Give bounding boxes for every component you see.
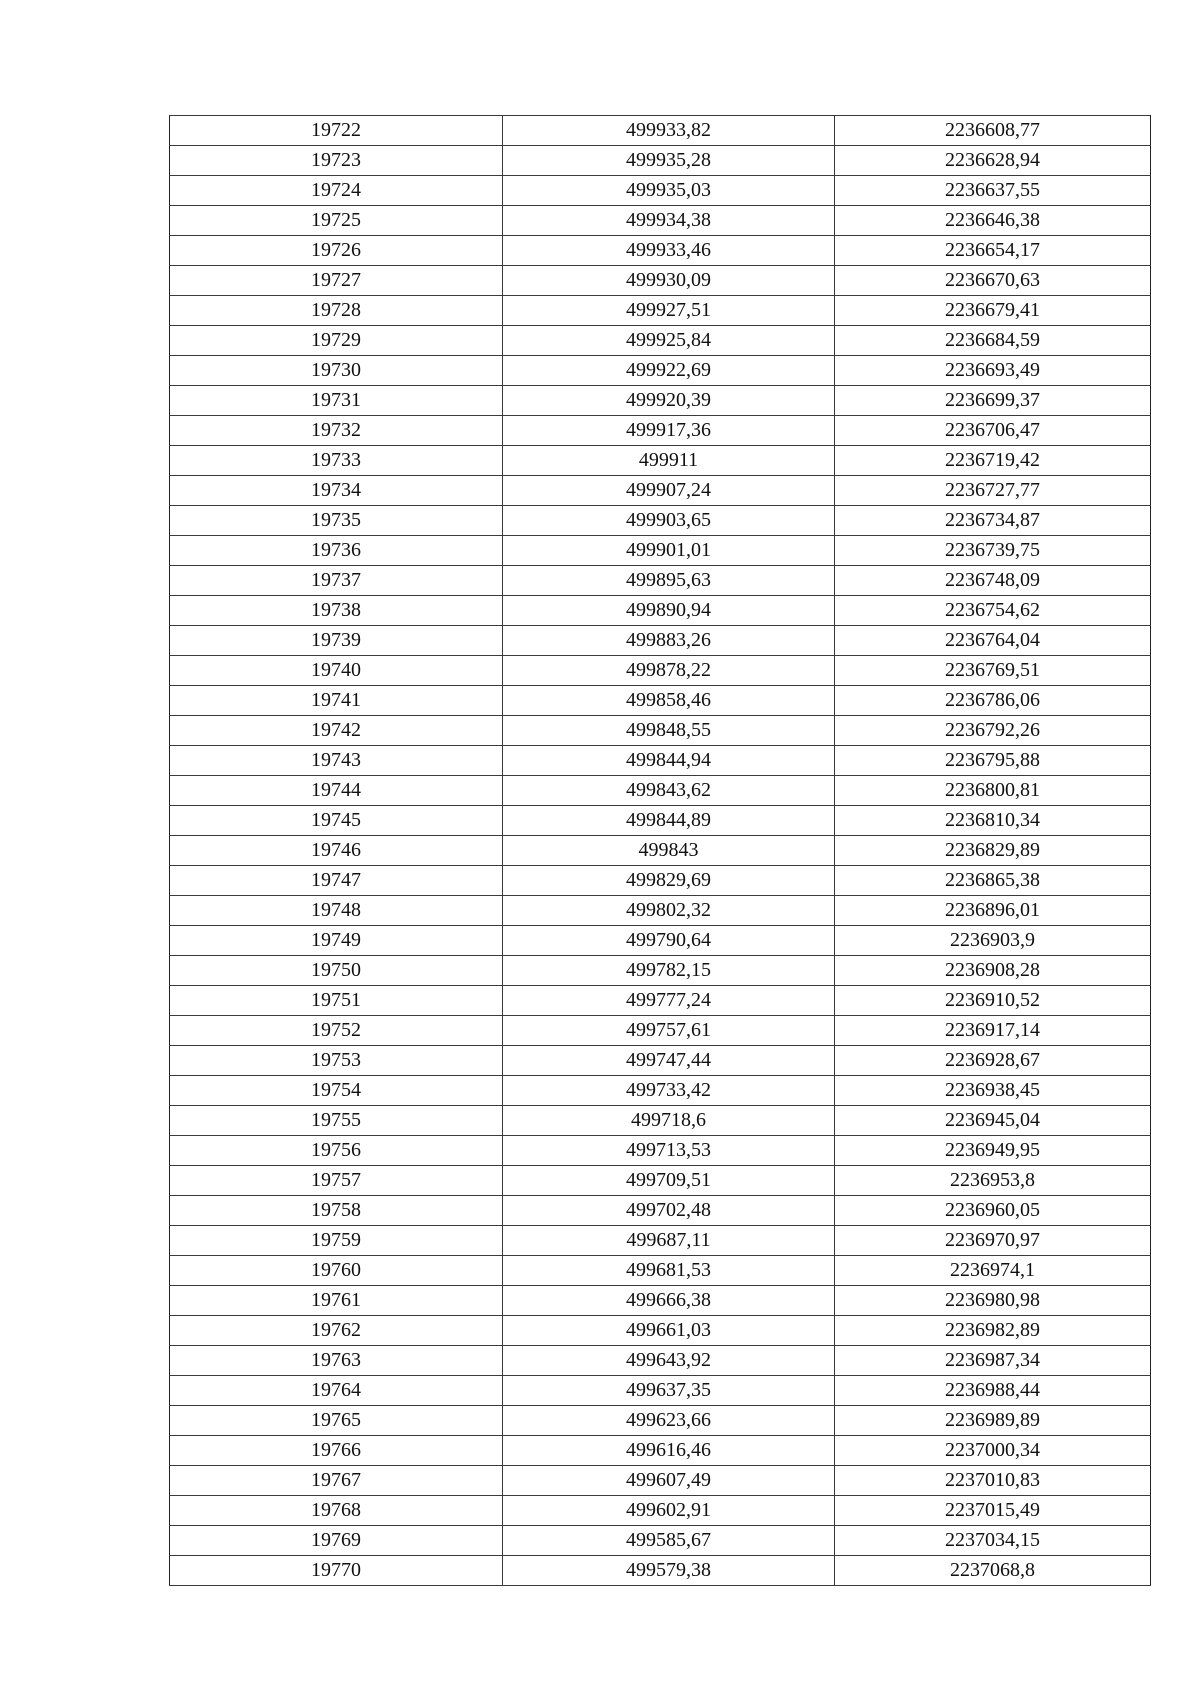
y-coordinate-cell: 2237010,83 bbox=[835, 1466, 1151, 1496]
table-row bbox=[170, 1556, 1151, 1586]
x-coordinate-cell: 499927,51 bbox=[503, 296, 835, 326]
y-coordinate-cell: 2236654,17 bbox=[835, 236, 1151, 266]
table-row bbox=[170, 1106, 1151, 1136]
x-coordinate-cell: 499713,53 bbox=[503, 1136, 835, 1166]
point-number-cell: 19757 bbox=[170, 1166, 503, 1196]
y-coordinate-cell: 2236910,52 bbox=[835, 986, 1151, 1016]
y-coordinate-cell: 2236646,38 bbox=[835, 206, 1151, 236]
x-coordinate-cell: 499579,38 bbox=[503, 1556, 835, 1586]
point-number-cell: 19736 bbox=[170, 536, 503, 566]
table-row bbox=[170, 1196, 1151, 1226]
y-coordinate-cell: 2236917,14 bbox=[835, 1016, 1151, 1046]
x-coordinate-cell: 499844,89 bbox=[503, 806, 835, 836]
table-row bbox=[170, 866, 1151, 896]
x-coordinate-cell: 499757,61 bbox=[503, 1016, 835, 1046]
point-number-cell: 19751 bbox=[170, 986, 503, 1016]
point-number-cell: 19722 bbox=[170, 116, 503, 146]
point-number-cell: 19769 bbox=[170, 1526, 503, 1556]
x-coordinate-cell: 499933,46 bbox=[503, 236, 835, 266]
point-number-cell: 19743 bbox=[170, 746, 503, 776]
y-coordinate-cell: 2236786,06 bbox=[835, 686, 1151, 716]
y-coordinate-cell: 2236810,34 bbox=[835, 806, 1151, 836]
x-coordinate-cell: 499585,67 bbox=[503, 1526, 835, 1556]
y-coordinate-cell: 2236980,98 bbox=[835, 1286, 1151, 1316]
y-coordinate-cell: 2236974,1 bbox=[835, 1256, 1151, 1286]
x-coordinate-cell: 499733,42 bbox=[503, 1076, 835, 1106]
y-coordinate-cell: 2236953,8 bbox=[835, 1166, 1151, 1196]
x-coordinate-cell: 499890,94 bbox=[503, 596, 835, 626]
coordinates-table-body bbox=[170, 116, 1151, 1586]
table-row bbox=[170, 806, 1151, 836]
x-coordinate-cell: 499666,38 bbox=[503, 1286, 835, 1316]
x-coordinate-cell: 499844,94 bbox=[503, 746, 835, 776]
x-coordinate-cell: 499935,28 bbox=[503, 146, 835, 176]
point-number-cell: 19729 bbox=[170, 326, 503, 356]
table-row bbox=[170, 566, 1151, 596]
x-coordinate-cell: 499917,36 bbox=[503, 416, 835, 446]
y-coordinate-cell: 2236800,81 bbox=[835, 776, 1151, 806]
y-coordinate-cell: 2236628,94 bbox=[835, 146, 1151, 176]
table-row bbox=[170, 326, 1151, 356]
point-number-cell: 19765 bbox=[170, 1406, 503, 1436]
point-number-cell: 19731 bbox=[170, 386, 503, 416]
y-coordinate-cell: 2236670,63 bbox=[835, 266, 1151, 296]
table-row bbox=[170, 266, 1151, 296]
point-number-cell: 19768 bbox=[170, 1496, 503, 1526]
point-number-cell: 19753 bbox=[170, 1046, 503, 1076]
x-coordinate-cell: 499848,55 bbox=[503, 716, 835, 746]
point-number-cell: 19725 bbox=[170, 206, 503, 236]
point-number-cell: 19767 bbox=[170, 1466, 503, 1496]
y-coordinate-cell: 2236792,26 bbox=[835, 716, 1151, 746]
point-number-cell: 19739 bbox=[170, 626, 503, 656]
table-row bbox=[170, 386, 1151, 416]
x-coordinate-cell: 499687,11 bbox=[503, 1226, 835, 1256]
x-coordinate-cell: 499933,82 bbox=[503, 116, 835, 146]
x-coordinate-cell: 499930,09 bbox=[503, 266, 835, 296]
x-coordinate-cell: 499643,92 bbox=[503, 1346, 835, 1376]
point-number-cell: 19764 bbox=[170, 1376, 503, 1406]
y-coordinate-cell: 2236734,87 bbox=[835, 506, 1151, 536]
y-coordinate-cell: 2236903,9 bbox=[835, 926, 1151, 956]
y-coordinate-cell: 2237034,15 bbox=[835, 1526, 1151, 1556]
table-row bbox=[170, 656, 1151, 686]
point-number-cell: 19740 bbox=[170, 656, 503, 686]
x-coordinate-cell: 499934,38 bbox=[503, 206, 835, 236]
point-number-cell: 19733 bbox=[170, 446, 503, 476]
x-coordinate-cell: 499782,15 bbox=[503, 956, 835, 986]
x-coordinate-cell: 499681,53 bbox=[503, 1256, 835, 1286]
x-coordinate-cell: 499607,49 bbox=[503, 1466, 835, 1496]
point-number-cell: 19752 bbox=[170, 1016, 503, 1046]
y-coordinate-cell: 2236706,47 bbox=[835, 416, 1151, 446]
point-number-cell: 19763 bbox=[170, 1346, 503, 1376]
x-coordinate-cell: 499895,63 bbox=[503, 566, 835, 596]
table-row bbox=[170, 986, 1151, 1016]
x-coordinate-cell: 499777,24 bbox=[503, 986, 835, 1016]
table-row bbox=[170, 1076, 1151, 1106]
x-coordinate-cell: 499843,62 bbox=[503, 776, 835, 806]
point-number-cell: 19754 bbox=[170, 1076, 503, 1106]
point-number-cell: 19756 bbox=[170, 1136, 503, 1166]
y-coordinate-cell: 2236754,62 bbox=[835, 596, 1151, 626]
y-coordinate-cell: 2236829,89 bbox=[835, 836, 1151, 866]
x-coordinate-cell: 499702,48 bbox=[503, 1196, 835, 1226]
point-number-cell: 19758 bbox=[170, 1196, 503, 1226]
y-coordinate-cell: 2236987,34 bbox=[835, 1346, 1151, 1376]
table-row bbox=[170, 416, 1151, 446]
point-number-cell: 19755 bbox=[170, 1106, 503, 1136]
x-coordinate-cell: 499922,69 bbox=[503, 356, 835, 386]
x-coordinate-cell: 499790,64 bbox=[503, 926, 835, 956]
x-coordinate-cell: 499661,03 bbox=[503, 1316, 835, 1346]
x-coordinate-cell: 499637,35 bbox=[503, 1376, 835, 1406]
table-row bbox=[170, 446, 1151, 476]
table-row bbox=[170, 686, 1151, 716]
x-coordinate-cell: 499718,6 bbox=[503, 1106, 835, 1136]
x-coordinate-cell: 499802,32 bbox=[503, 896, 835, 926]
table-row bbox=[170, 146, 1151, 176]
point-number-cell: 19738 bbox=[170, 596, 503, 626]
point-number-cell: 19748 bbox=[170, 896, 503, 926]
x-coordinate-cell: 499747,44 bbox=[503, 1046, 835, 1076]
y-coordinate-cell: 2236679,41 bbox=[835, 296, 1151, 326]
point-number-cell: 19723 bbox=[170, 146, 503, 176]
point-number-cell: 19766 bbox=[170, 1436, 503, 1466]
point-number-cell: 19730 bbox=[170, 356, 503, 386]
table-row bbox=[170, 1466, 1151, 1496]
y-coordinate-cell: 2236960,05 bbox=[835, 1196, 1151, 1226]
point-number-cell: 19770 bbox=[170, 1556, 503, 1586]
table-row bbox=[170, 1526, 1151, 1556]
point-number-cell: 19750 bbox=[170, 956, 503, 986]
y-coordinate-cell: 2236748,09 bbox=[835, 566, 1151, 596]
point-number-cell: 19734 bbox=[170, 476, 503, 506]
point-number-cell: 19746 bbox=[170, 836, 503, 866]
table-row bbox=[170, 776, 1151, 806]
point-number-cell: 19724 bbox=[170, 176, 503, 206]
table-row bbox=[170, 1496, 1151, 1526]
x-coordinate-cell: 499883,26 bbox=[503, 626, 835, 656]
table-row bbox=[170, 176, 1151, 206]
point-number-cell: 19737 bbox=[170, 566, 503, 596]
table-row bbox=[170, 476, 1151, 506]
y-coordinate-cell: 2236865,38 bbox=[835, 866, 1151, 896]
y-coordinate-cell: 2236739,75 bbox=[835, 536, 1151, 566]
y-coordinate-cell: 2236989,89 bbox=[835, 1406, 1151, 1436]
table-row bbox=[170, 956, 1151, 986]
x-coordinate-cell: 499920,39 bbox=[503, 386, 835, 416]
y-coordinate-cell: 2236727,77 bbox=[835, 476, 1151, 506]
point-number-cell: 19742 bbox=[170, 716, 503, 746]
table-row bbox=[170, 1016, 1151, 1046]
table-row bbox=[170, 116, 1151, 146]
table-row bbox=[170, 596, 1151, 626]
table-row bbox=[170, 356, 1151, 386]
table-row bbox=[170, 1046, 1151, 1076]
point-number-cell: 19728 bbox=[170, 296, 503, 326]
table-row bbox=[170, 746, 1151, 776]
y-coordinate-cell: 2236896,01 bbox=[835, 896, 1151, 926]
y-coordinate-cell: 2236699,37 bbox=[835, 386, 1151, 416]
x-coordinate-cell: 499709,51 bbox=[503, 1166, 835, 1196]
table-row bbox=[170, 1286, 1151, 1316]
y-coordinate-cell: 2236949,95 bbox=[835, 1136, 1151, 1166]
x-coordinate-cell: 499935,03 bbox=[503, 176, 835, 206]
y-coordinate-cell: 2236608,77 bbox=[835, 116, 1151, 146]
table-row bbox=[170, 1166, 1151, 1196]
x-coordinate-cell: 499925,84 bbox=[503, 326, 835, 356]
y-coordinate-cell: 2236928,67 bbox=[835, 1046, 1151, 1076]
table-row bbox=[170, 1406, 1151, 1436]
y-coordinate-cell: 2236795,88 bbox=[835, 746, 1151, 776]
table-row bbox=[170, 1136, 1151, 1166]
table-row bbox=[170, 896, 1151, 926]
y-coordinate-cell: 2236982,89 bbox=[835, 1316, 1151, 1346]
x-coordinate-cell: 499623,66 bbox=[503, 1406, 835, 1436]
y-coordinate-cell: 2236719,42 bbox=[835, 446, 1151, 476]
point-number-cell: 19761 bbox=[170, 1286, 503, 1316]
y-coordinate-cell: 2237068,8 bbox=[835, 1556, 1151, 1586]
x-coordinate-cell: 499878,22 bbox=[503, 656, 835, 686]
y-coordinate-cell: 2236945,04 bbox=[835, 1106, 1151, 1136]
x-coordinate-cell: 499858,46 bbox=[503, 686, 835, 716]
y-coordinate-cell: 2236764,04 bbox=[835, 626, 1151, 656]
point-number-cell: 19745 bbox=[170, 806, 503, 836]
point-number-cell: 19749 bbox=[170, 926, 503, 956]
x-coordinate-cell: 499903,65 bbox=[503, 506, 835, 536]
x-coordinate-cell: 499829,69 bbox=[503, 866, 835, 896]
table-row bbox=[170, 206, 1151, 236]
table-row bbox=[170, 836, 1151, 866]
point-number-cell: 19727 bbox=[170, 266, 503, 296]
y-coordinate-cell: 2236908,28 bbox=[835, 956, 1151, 986]
table-row bbox=[170, 1346, 1151, 1376]
table-row bbox=[170, 1316, 1151, 1346]
y-coordinate-cell: 2236938,45 bbox=[835, 1076, 1151, 1106]
coordinates-table bbox=[169, 115, 1151, 1586]
y-coordinate-cell: 2237015,49 bbox=[835, 1496, 1151, 1526]
y-coordinate-cell: 2236970,97 bbox=[835, 1226, 1151, 1256]
y-coordinate-cell: 2237000,34 bbox=[835, 1436, 1151, 1466]
y-coordinate-cell: 2236637,55 bbox=[835, 176, 1151, 206]
x-coordinate-cell: 499901,01 bbox=[503, 536, 835, 566]
point-number-cell: 19760 bbox=[170, 1256, 503, 1286]
table-row bbox=[170, 236, 1151, 266]
table-row bbox=[170, 1436, 1151, 1466]
point-number-cell: 19735 bbox=[170, 506, 503, 536]
point-number-cell: 19759 bbox=[170, 1226, 503, 1256]
table-row bbox=[170, 1256, 1151, 1286]
x-coordinate-cell: 499907,24 bbox=[503, 476, 835, 506]
x-coordinate-cell: 499911 bbox=[503, 446, 835, 476]
point-number-cell: 19732 bbox=[170, 416, 503, 446]
table-row bbox=[170, 536, 1151, 566]
table-row bbox=[170, 506, 1151, 536]
y-coordinate-cell: 2236988,44 bbox=[835, 1376, 1151, 1406]
table-row bbox=[170, 716, 1151, 746]
y-coordinate-cell: 2236769,51 bbox=[835, 656, 1151, 686]
table-row bbox=[170, 296, 1151, 326]
point-number-cell: 19747 bbox=[170, 866, 503, 896]
table-row bbox=[170, 1226, 1151, 1256]
x-coordinate-cell: 499616,46 bbox=[503, 1436, 835, 1466]
point-number-cell: 19741 bbox=[170, 686, 503, 716]
table-row bbox=[170, 926, 1151, 956]
y-coordinate-cell: 2236684,59 bbox=[835, 326, 1151, 356]
table-row bbox=[170, 626, 1151, 656]
point-number-cell: 19744 bbox=[170, 776, 503, 806]
x-coordinate-cell: 499602,91 bbox=[503, 1496, 835, 1526]
x-coordinate-cell: 499843 bbox=[503, 836, 835, 866]
point-number-cell: 19762 bbox=[170, 1316, 503, 1346]
point-number-cell: 19726 bbox=[170, 236, 503, 266]
y-coordinate-cell: 2236693,49 bbox=[835, 356, 1151, 386]
table-row bbox=[170, 1376, 1151, 1406]
